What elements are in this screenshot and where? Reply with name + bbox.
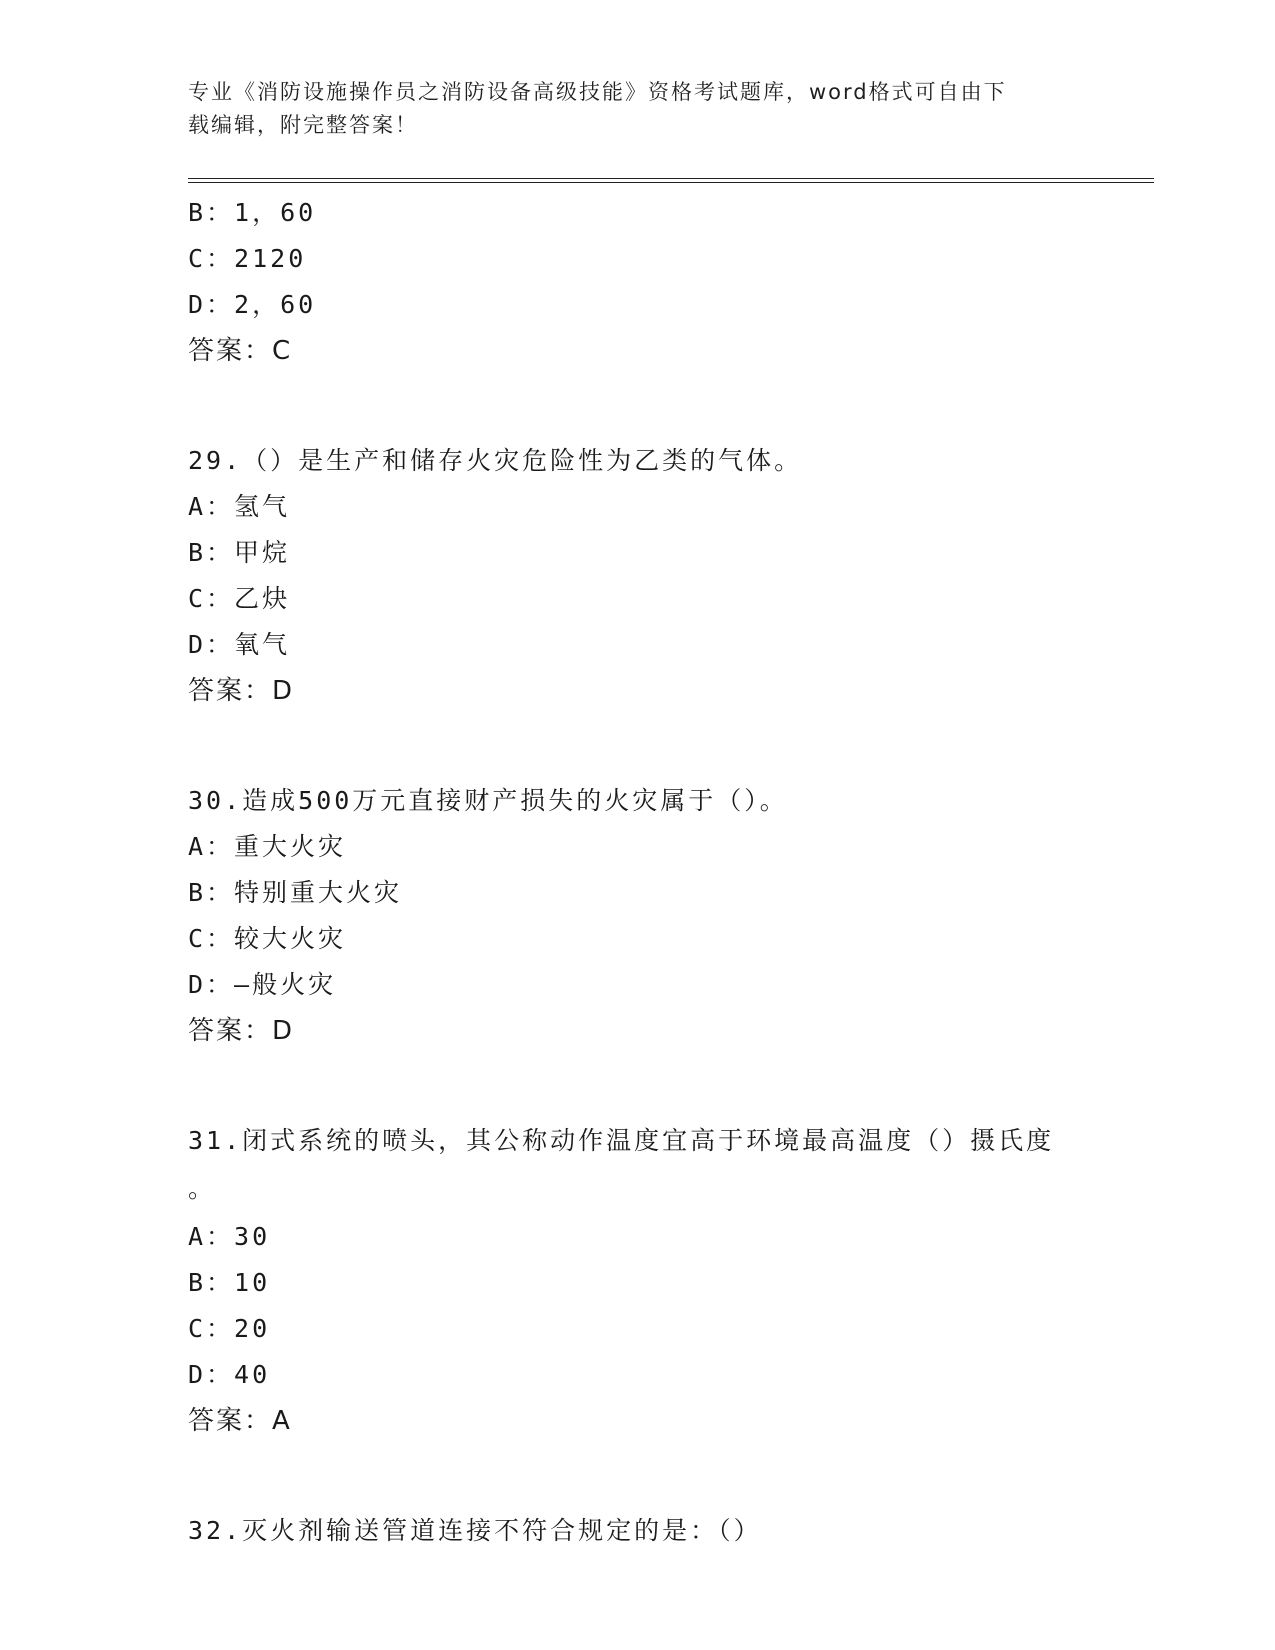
question-29 [188, 438, 1088, 714]
header-divider-top [188, 178, 1154, 179]
answer: 答案：D [188, 676, 295, 706]
option-a: A：重大火灾 [188, 832, 347, 861]
question-32 [188, 1508, 1088, 1554]
question-title-tail: 。 [188, 1174, 214, 1203]
option-d: D：40 [188, 1360, 271, 1389]
option-c: C：较大火灾 [188, 924, 347, 953]
header-line-2: 载编辑，附完整答案！ [188, 113, 418, 137]
answer: 答案：C [188, 336, 293, 366]
option-d: D：—般火灾 [188, 970, 337, 999]
spacer [188, 1444, 1088, 1508]
question-title: 30.造成500万元直接财产损失的火灾属于（）。 [188, 786, 788, 815]
document-header [188, 76, 1068, 142]
question-28 [188, 190, 1088, 374]
option-a: A：30 [188, 1222, 271, 1251]
question-list [188, 190, 1088, 1554]
header-divider-bottom [188, 182, 1154, 183]
question-title: 31.闭式系统的喷头，其公称动作温度宜高于环境最高温度（）摄氏度 [188, 1126, 1055, 1155]
option-c: C：乙炔 [188, 584, 291, 613]
question-31 [188, 1118, 1088, 1444]
spacer [188, 714, 1088, 778]
question-title: 32.灭火剂输送管道连接不符合规定的是：（） [188, 1516, 762, 1545]
option-b: B：甲烷 [188, 538, 291, 567]
spacer [188, 374, 1088, 438]
option-d: D：2，60 [188, 290, 317, 319]
spacer [188, 1054, 1088, 1118]
option-d: D：氧气 [188, 630, 291, 659]
option-b: B：特别重大火灾 [188, 878, 403, 907]
option-b: B：10 [188, 1268, 271, 1297]
header-line-1: 专业《消防设施操作员之消防设备高级技能》资格考试题库，word格式可自由下 [188, 80, 1007, 104]
question-title: 29.（）是生产和储存火灾危险性为乙类的气体。 [188, 446, 803, 475]
option-a: A：氢气 [188, 492, 291, 521]
option-c: C：2120 [188, 244, 307, 273]
option-b: B：1，60 [188, 198, 317, 227]
question-30 [188, 778, 1088, 1054]
answer: 答案：A [188, 1406, 292, 1436]
answer: 答案：D [188, 1016, 295, 1046]
option-c: C：20 [188, 1314, 271, 1343]
